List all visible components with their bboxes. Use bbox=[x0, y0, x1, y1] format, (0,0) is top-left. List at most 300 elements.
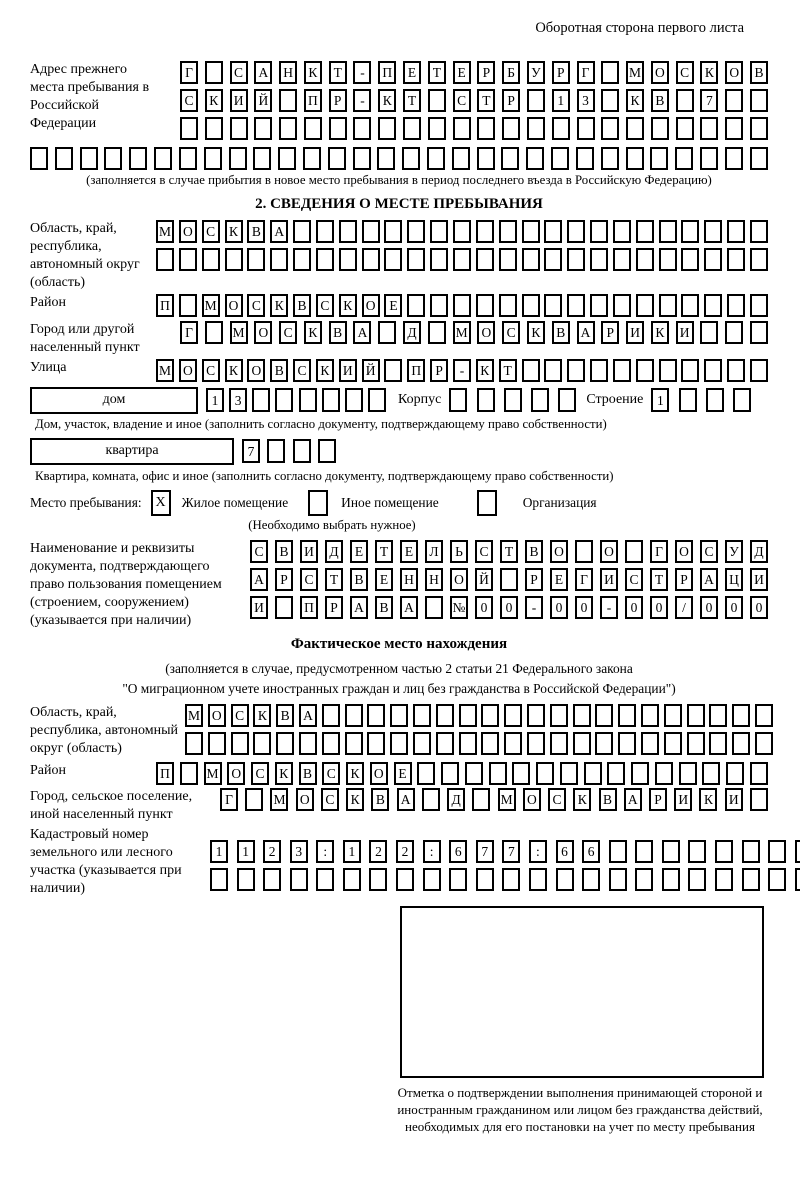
char-cell[interactable]: М bbox=[156, 359, 174, 382]
place-type-checkbox-org[interactable] bbox=[477, 490, 497, 516]
char-cell[interactable]: О bbox=[179, 220, 197, 243]
char-cell[interactable] bbox=[750, 294, 768, 317]
char-cell[interactable] bbox=[636, 294, 654, 317]
char-cell[interactable] bbox=[156, 248, 174, 271]
char-cell[interactable] bbox=[254, 117, 272, 140]
char-cell[interactable]: С bbox=[202, 220, 220, 243]
char-cell[interactable] bbox=[452, 147, 470, 170]
char-cell[interactable] bbox=[345, 704, 363, 727]
char-cell[interactable] bbox=[290, 868, 308, 891]
char-cell[interactable]: О bbox=[550, 540, 568, 563]
char-cell[interactable] bbox=[185, 732, 203, 755]
char-cell[interactable] bbox=[430, 294, 448, 317]
char-cell[interactable] bbox=[208, 732, 226, 755]
char-cell[interactable]: П bbox=[156, 294, 174, 317]
char-cell[interactable] bbox=[229, 147, 247, 170]
char-cell[interactable] bbox=[567, 248, 585, 271]
char-cell[interactable] bbox=[584, 762, 602, 785]
char-cell[interactable]: Р bbox=[477, 61, 495, 84]
char-cell[interactable] bbox=[704, 359, 722, 382]
char-cell[interactable] bbox=[636, 359, 654, 382]
char-cell[interactable]: 1 bbox=[552, 89, 570, 112]
char-cell[interactable] bbox=[303, 147, 321, 170]
char-cell[interactable] bbox=[367, 732, 385, 755]
char-cell[interactable] bbox=[567, 294, 585, 317]
char-cell[interactable] bbox=[750, 788, 768, 811]
char-cell[interactable]: О bbox=[370, 762, 388, 785]
char-cell[interactable] bbox=[322, 704, 340, 727]
char-cell[interactable]: О bbox=[179, 359, 197, 382]
char-cell[interactable]: К bbox=[699, 788, 717, 811]
char-cell[interactable] bbox=[755, 704, 773, 727]
char-cell[interactable]: Р bbox=[675, 568, 693, 591]
char-cell[interactable]: О bbox=[296, 788, 314, 811]
char-cell[interactable] bbox=[476, 294, 494, 317]
char-cell[interactable]: Г bbox=[650, 540, 668, 563]
char-cell[interactable]: 0 bbox=[650, 596, 668, 619]
char-cell[interactable] bbox=[237, 868, 255, 891]
char-cell[interactable]: И bbox=[250, 596, 268, 619]
char-cell[interactable] bbox=[522, 220, 540, 243]
char-cell[interactable] bbox=[362, 220, 380, 243]
char-cell[interactable]: - bbox=[353, 61, 371, 84]
char-cell[interactable] bbox=[725, 147, 743, 170]
char-cell[interactable] bbox=[527, 117, 545, 140]
char-cell[interactable] bbox=[725, 89, 743, 112]
char-cell[interactable]: А bbox=[577, 321, 595, 344]
char-cell[interactable] bbox=[430, 248, 448, 271]
char-cell[interactable]: - bbox=[600, 596, 618, 619]
char-cell[interactable] bbox=[377, 147, 395, 170]
char-cell[interactable]: И bbox=[750, 568, 768, 591]
char-cell[interactable] bbox=[522, 359, 540, 382]
char-cell[interactable] bbox=[253, 147, 271, 170]
char-cell[interactable] bbox=[179, 294, 197, 317]
char-cell[interactable] bbox=[626, 147, 644, 170]
char-cell[interactable]: К bbox=[527, 321, 545, 344]
char-cell[interactable] bbox=[659, 294, 677, 317]
char-cell[interactable] bbox=[425, 596, 443, 619]
char-cell[interactable] bbox=[322, 388, 340, 412]
char-cell[interactable]: С bbox=[625, 568, 643, 591]
char-cell[interactable]: О bbox=[247, 359, 265, 382]
char-cell[interactable] bbox=[595, 732, 613, 755]
char-cell[interactable] bbox=[512, 762, 530, 785]
char-cell[interactable] bbox=[750, 321, 768, 344]
char-cell[interactable] bbox=[681, 294, 699, 317]
char-cell[interactable] bbox=[601, 147, 619, 170]
char-cell[interactable]: 2 bbox=[369, 840, 387, 863]
char-cell[interactable]: Р bbox=[275, 568, 293, 591]
char-cell[interactable] bbox=[353, 117, 371, 140]
char-cell[interactable]: С bbox=[676, 61, 694, 84]
char-cell[interactable]: Е bbox=[453, 61, 471, 84]
char-cell[interactable] bbox=[544, 359, 562, 382]
char-cell[interactable]: Е bbox=[400, 540, 418, 563]
char-cell[interactable] bbox=[476, 868, 494, 891]
char-cell[interactable] bbox=[504, 704, 522, 727]
char-cell[interactable] bbox=[636, 248, 654, 271]
char-cell[interactable]: : bbox=[529, 840, 547, 863]
char-cell[interactable] bbox=[527, 89, 545, 112]
char-cell[interactable] bbox=[536, 762, 554, 785]
char-cell[interactable]: К bbox=[651, 321, 669, 344]
char-cell[interactable]: К bbox=[476, 359, 494, 382]
char-cell[interactable] bbox=[384, 220, 402, 243]
char-cell[interactable] bbox=[601, 89, 619, 112]
char-cell[interactable]: К bbox=[626, 89, 644, 112]
char-cell[interactable]: Т bbox=[477, 89, 495, 112]
char-cell[interactable] bbox=[544, 294, 562, 317]
char-cell[interactable] bbox=[304, 117, 322, 140]
char-cell[interactable] bbox=[750, 117, 768, 140]
char-cell[interactable] bbox=[704, 220, 722, 243]
char-cell[interactable] bbox=[631, 762, 649, 785]
char-cell[interactable] bbox=[618, 732, 636, 755]
char-cell[interactable]: В bbox=[599, 788, 617, 811]
char-cell[interactable]: Т bbox=[325, 568, 343, 591]
char-cell[interactable]: М bbox=[498, 788, 516, 811]
char-cell[interactable] bbox=[481, 704, 499, 727]
char-cell[interactable]: Ц bbox=[725, 568, 743, 591]
char-cell[interactable] bbox=[369, 868, 387, 891]
char-cell[interactable] bbox=[465, 762, 483, 785]
char-cell[interactable]: 2 bbox=[263, 840, 281, 863]
char-cell[interactable] bbox=[299, 388, 317, 412]
char-cell[interactable]: Н bbox=[425, 568, 443, 591]
char-cell[interactable] bbox=[768, 840, 786, 863]
char-cell[interactable] bbox=[590, 248, 608, 271]
char-cell[interactable] bbox=[750, 762, 768, 785]
char-cell[interactable]: М bbox=[202, 294, 220, 317]
char-cell[interactable] bbox=[681, 220, 699, 243]
char-cell[interactable] bbox=[601, 61, 619, 84]
char-cell[interactable]: К bbox=[316, 359, 334, 382]
char-cell[interactable]: 6 bbox=[449, 840, 467, 863]
char-cell[interactable] bbox=[706, 388, 724, 412]
char-cell[interactable] bbox=[659, 359, 677, 382]
char-cell[interactable] bbox=[502, 868, 520, 891]
char-cell[interactable]: 1 bbox=[651, 388, 669, 412]
char-cell[interactable] bbox=[590, 359, 608, 382]
char-cell[interactable] bbox=[322, 732, 340, 755]
char-cell[interactable] bbox=[742, 868, 760, 891]
char-cell[interactable] bbox=[499, 220, 517, 243]
char-cell[interactable] bbox=[293, 439, 311, 463]
char-cell[interactable]: Р bbox=[525, 568, 543, 591]
char-cell[interactable]: К bbox=[304, 321, 322, 344]
char-cell[interactable] bbox=[700, 147, 718, 170]
char-cell[interactable]: О bbox=[254, 321, 272, 344]
char-cell[interactable] bbox=[279, 117, 297, 140]
char-cell[interactable]: О bbox=[675, 540, 693, 563]
char-cell[interactable] bbox=[687, 732, 705, 755]
char-cell[interactable]: В bbox=[275, 540, 293, 563]
char-cell[interactable]: Р bbox=[649, 788, 667, 811]
char-cell[interactable]: 0 bbox=[750, 596, 768, 619]
char-cell[interactable]: Г bbox=[180, 321, 198, 344]
char-cell[interactable]: А bbox=[397, 788, 415, 811]
char-cell[interactable] bbox=[625, 540, 643, 563]
char-cell[interactable] bbox=[607, 762, 625, 785]
char-cell[interactable] bbox=[618, 704, 636, 727]
char-cell[interactable]: С bbox=[453, 89, 471, 112]
char-cell[interactable]: В bbox=[299, 762, 317, 785]
place-type-checkbox-inoe[interactable] bbox=[308, 490, 328, 516]
char-cell[interactable] bbox=[590, 294, 608, 317]
char-cell[interactable]: О bbox=[208, 704, 226, 727]
char-cell[interactable]: Е bbox=[375, 568, 393, 591]
char-cell[interactable] bbox=[339, 248, 357, 271]
char-cell[interactable] bbox=[676, 117, 694, 140]
char-cell[interactable] bbox=[626, 117, 644, 140]
char-cell[interactable]: 3 bbox=[577, 89, 595, 112]
char-cell[interactable] bbox=[318, 439, 336, 463]
char-cell[interactable] bbox=[550, 732, 568, 755]
char-cell[interactable]: Р bbox=[325, 596, 343, 619]
char-cell[interactable]: К bbox=[339, 294, 357, 317]
char-cell[interactable] bbox=[681, 359, 699, 382]
char-cell[interactable] bbox=[688, 840, 706, 863]
char-cell[interactable]: 2 bbox=[396, 840, 414, 863]
char-cell[interactable] bbox=[263, 868, 281, 891]
char-cell[interactable] bbox=[384, 248, 402, 271]
char-cell[interactable] bbox=[316, 248, 334, 271]
char-cell[interactable]: 7 bbox=[476, 840, 494, 863]
char-cell[interactable] bbox=[179, 248, 197, 271]
char-cell[interactable]: А bbox=[254, 61, 272, 84]
char-cell[interactable] bbox=[477, 117, 495, 140]
char-cell[interactable]: П bbox=[378, 61, 396, 84]
char-cell[interactable] bbox=[476, 220, 494, 243]
char-cell[interactable]: 0 bbox=[625, 596, 643, 619]
char-cell[interactable] bbox=[601, 117, 619, 140]
char-cell[interactable]: 3 bbox=[229, 388, 247, 412]
char-cell[interactable] bbox=[609, 840, 627, 863]
char-cell[interactable]: № bbox=[450, 596, 468, 619]
char-cell[interactable] bbox=[704, 248, 722, 271]
char-cell[interactable] bbox=[396, 868, 414, 891]
char-cell[interactable]: В bbox=[552, 321, 570, 344]
char-cell[interactable] bbox=[270, 248, 288, 271]
char-cell[interactable]: О bbox=[227, 762, 245, 785]
char-cell[interactable] bbox=[329, 117, 347, 140]
char-cell[interactable]: С bbox=[293, 359, 311, 382]
char-cell[interactable] bbox=[704, 294, 722, 317]
char-cell[interactable]: 6 bbox=[556, 840, 574, 863]
char-cell[interactable] bbox=[582, 868, 600, 891]
char-cell[interactable] bbox=[328, 147, 346, 170]
char-cell[interactable] bbox=[651, 117, 669, 140]
char-cell[interactable]: Е bbox=[403, 61, 421, 84]
char-cell[interactable]: Г bbox=[220, 788, 238, 811]
char-cell[interactable] bbox=[641, 704, 659, 727]
char-cell[interactable] bbox=[727, 359, 745, 382]
place-type-checkbox-zhiloe[interactable]: X bbox=[151, 490, 171, 516]
char-cell[interactable]: М bbox=[204, 762, 222, 785]
char-cell[interactable] bbox=[613, 294, 631, 317]
char-cell[interactable] bbox=[613, 248, 631, 271]
char-cell[interactable] bbox=[472, 788, 490, 811]
char-cell[interactable] bbox=[732, 732, 750, 755]
char-cell[interactable] bbox=[676, 89, 694, 112]
char-cell[interactable] bbox=[210, 868, 228, 891]
char-cell[interactable]: У bbox=[725, 540, 743, 563]
char-cell[interactable]: 1 bbox=[237, 840, 255, 863]
char-cell[interactable]: К bbox=[346, 762, 364, 785]
char-cell[interactable]: Р bbox=[601, 321, 619, 344]
char-cell[interactable] bbox=[403, 117, 421, 140]
char-cell[interactable]: К bbox=[378, 89, 396, 112]
char-cell[interactable] bbox=[449, 868, 467, 891]
char-cell[interactable]: 0 bbox=[475, 596, 493, 619]
char-cell[interactable] bbox=[635, 840, 653, 863]
char-cell[interactable]: Т bbox=[375, 540, 393, 563]
char-cell[interactable]: М bbox=[230, 321, 248, 344]
char-cell[interactable] bbox=[205, 117, 223, 140]
char-cell[interactable]: О bbox=[651, 61, 669, 84]
char-cell[interactable] bbox=[252, 388, 270, 412]
char-cell[interactable] bbox=[544, 220, 562, 243]
char-cell[interactable] bbox=[558, 388, 576, 412]
char-cell[interactable]: О bbox=[600, 540, 618, 563]
char-cell[interactable]: 7 bbox=[242, 439, 260, 463]
char-cell[interactable]: С bbox=[316, 294, 334, 317]
char-cell[interactable]: Й bbox=[254, 89, 272, 112]
char-cell[interactable]: - bbox=[353, 89, 371, 112]
char-cell[interactable]: В bbox=[247, 220, 265, 243]
char-cell[interactable]: Д bbox=[447, 788, 465, 811]
char-cell[interactable]: О bbox=[225, 294, 243, 317]
char-cell[interactable] bbox=[504, 732, 522, 755]
char-cell[interactable]: О bbox=[362, 294, 380, 317]
char-cell[interactable] bbox=[709, 732, 727, 755]
char-cell[interactable]: С bbox=[322, 762, 340, 785]
char-cell[interactable]: И bbox=[674, 788, 692, 811]
char-cell[interactable] bbox=[230, 117, 248, 140]
char-cell[interactable] bbox=[499, 248, 517, 271]
char-cell[interactable]: Т bbox=[428, 61, 446, 84]
char-cell[interactable]: К bbox=[275, 762, 293, 785]
char-cell[interactable]: С bbox=[321, 788, 339, 811]
char-cell[interactable]: Н bbox=[400, 568, 418, 591]
char-cell[interactable] bbox=[502, 117, 520, 140]
char-cell[interactable]: П bbox=[304, 89, 322, 112]
char-cell[interactable]: 1 bbox=[343, 840, 361, 863]
char-cell[interactable]: С bbox=[230, 61, 248, 84]
char-cell[interactable]: Е bbox=[550, 568, 568, 591]
char-cell[interactable] bbox=[293, 220, 311, 243]
char-cell[interactable]: А bbox=[250, 568, 268, 591]
char-cell[interactable]: 0 bbox=[550, 596, 568, 619]
char-cell[interactable] bbox=[529, 868, 547, 891]
char-cell[interactable] bbox=[675, 147, 693, 170]
char-cell[interactable]: Й bbox=[362, 359, 380, 382]
char-cell[interactable] bbox=[253, 732, 271, 755]
char-cell[interactable]: В bbox=[276, 704, 294, 727]
char-cell[interactable]: Н bbox=[279, 61, 297, 84]
char-cell[interactable] bbox=[573, 704, 591, 727]
char-cell[interactable] bbox=[577, 117, 595, 140]
char-cell[interactable] bbox=[453, 294, 471, 317]
char-cell[interactable] bbox=[715, 868, 733, 891]
char-cell[interactable] bbox=[727, 220, 745, 243]
char-cell[interactable]: М bbox=[626, 61, 644, 84]
char-cell[interactable]: А bbox=[624, 788, 642, 811]
char-cell[interactable]: К bbox=[700, 61, 718, 84]
char-cell[interactable]: И bbox=[626, 321, 644, 344]
char-cell[interactable] bbox=[428, 89, 446, 112]
char-cell[interactable] bbox=[556, 868, 574, 891]
char-cell[interactable] bbox=[635, 868, 653, 891]
char-cell[interactable]: К bbox=[225, 359, 243, 382]
char-cell[interactable]: Б bbox=[502, 61, 520, 84]
char-cell[interactable]: 0 bbox=[500, 596, 518, 619]
char-cell[interactable]: 7 bbox=[502, 840, 520, 863]
char-cell[interactable] bbox=[367, 704, 385, 727]
char-cell[interactable] bbox=[702, 762, 720, 785]
char-cell[interactable] bbox=[727, 294, 745, 317]
char-cell[interactable] bbox=[732, 704, 750, 727]
char-cell[interactable] bbox=[687, 704, 705, 727]
char-cell[interactable]: С bbox=[231, 704, 249, 727]
char-cell[interactable] bbox=[407, 248, 425, 271]
char-cell[interactable] bbox=[733, 388, 751, 412]
char-cell[interactable] bbox=[390, 732, 408, 755]
char-cell[interactable]: С bbox=[300, 568, 318, 591]
char-cell[interactable] bbox=[544, 248, 562, 271]
char-cell[interactable]: - bbox=[453, 359, 471, 382]
char-cell[interactable]: К bbox=[205, 89, 223, 112]
char-cell[interactable]: М bbox=[270, 788, 288, 811]
char-cell[interactable]: В bbox=[651, 89, 669, 112]
char-cell[interactable]: П bbox=[300, 596, 318, 619]
char-cell[interactable] bbox=[453, 117, 471, 140]
char-cell[interactable] bbox=[700, 117, 718, 140]
char-cell[interactable] bbox=[441, 762, 459, 785]
char-cell[interactable] bbox=[343, 868, 361, 891]
char-cell[interactable] bbox=[247, 248, 265, 271]
char-cell[interactable] bbox=[430, 220, 448, 243]
char-cell[interactable]: И bbox=[676, 321, 694, 344]
char-cell[interactable] bbox=[449, 388, 467, 412]
char-cell[interactable] bbox=[129, 147, 147, 170]
char-cell[interactable]: - bbox=[525, 596, 543, 619]
char-cell[interactable]: М bbox=[156, 220, 174, 243]
char-cell[interactable] bbox=[267, 439, 285, 463]
char-cell[interactable] bbox=[279, 89, 297, 112]
char-cell[interactable]: И bbox=[230, 89, 248, 112]
char-cell[interactable]: В bbox=[750, 61, 768, 84]
dom-type-box[interactable]: дом bbox=[30, 387, 198, 414]
char-cell[interactable]: В bbox=[293, 294, 311, 317]
char-cell[interactable] bbox=[30, 147, 48, 170]
char-cell[interactable] bbox=[725, 117, 743, 140]
char-cell[interactable] bbox=[551, 147, 569, 170]
char-cell[interactable] bbox=[715, 840, 733, 863]
char-cell[interactable]: М bbox=[185, 704, 203, 727]
char-cell[interactable] bbox=[299, 732, 317, 755]
char-cell[interactable] bbox=[700, 321, 718, 344]
char-cell[interactable] bbox=[80, 147, 98, 170]
char-cell[interactable]: 3 bbox=[290, 840, 308, 863]
char-cell[interactable] bbox=[750, 220, 768, 243]
char-cell[interactable]: Т bbox=[499, 359, 517, 382]
char-cell[interactable] bbox=[362, 248, 380, 271]
char-cell[interactable] bbox=[180, 762, 198, 785]
char-cell[interactable]: Е bbox=[394, 762, 412, 785]
char-cell[interactable] bbox=[205, 321, 223, 344]
